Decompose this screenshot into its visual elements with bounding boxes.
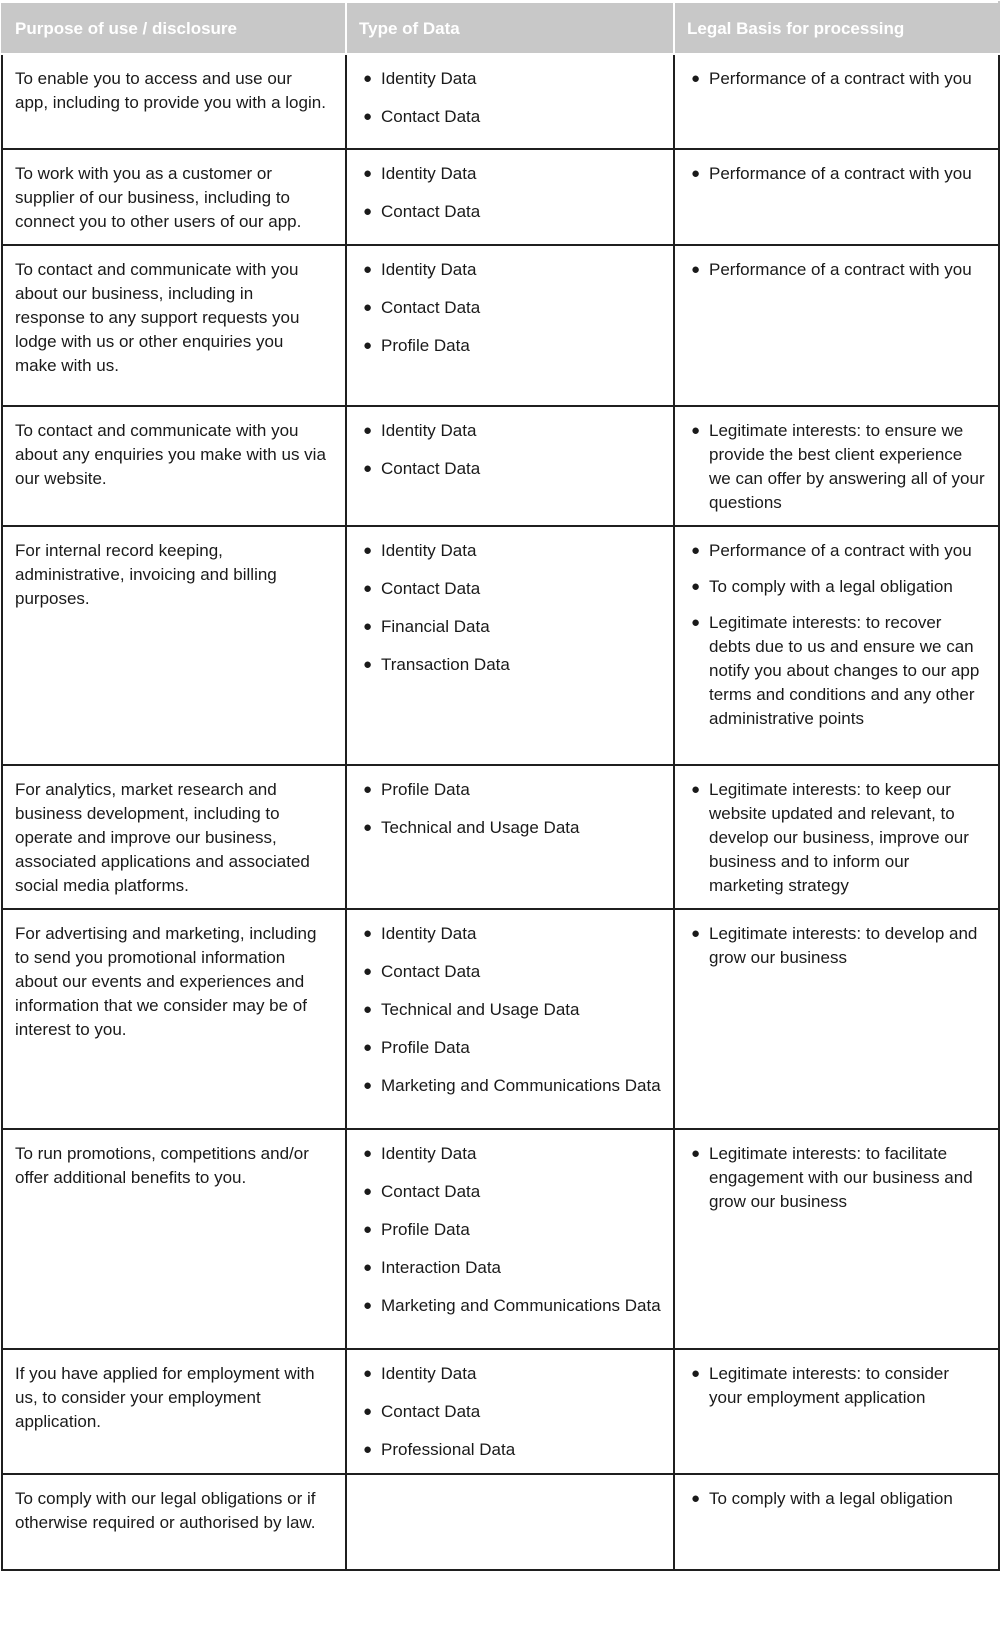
data-type-list xyxy=(359,1142,661,1318)
bullet-icon: ● xyxy=(363,165,373,182)
data-type-item xyxy=(359,67,661,91)
bullet-icon: ● xyxy=(691,542,701,559)
data-type-text: Technical and Usage Data xyxy=(381,1000,580,1019)
bullet-icon: ● xyxy=(691,1365,701,1382)
legal-basis-cell xyxy=(674,1349,999,1474)
data-type-item xyxy=(359,457,661,481)
data-type-cell xyxy=(346,1474,674,1570)
bullet-icon: ● xyxy=(691,1145,701,1162)
data-type-text: Contact Data xyxy=(381,579,481,598)
bullet-icon: ● xyxy=(363,422,373,439)
legal-basis-item xyxy=(687,258,986,282)
data-type-item xyxy=(359,162,661,186)
table-row xyxy=(2,1474,999,1570)
bullet-icon: ● xyxy=(363,781,373,798)
data-type-item xyxy=(359,653,661,677)
purpose-cell xyxy=(2,765,346,909)
purpose-text: For advertising and marketing, including to send you promotional information about our events and experiences and information that we consider may be of interest to you. xyxy=(15,924,317,1039)
bullet-icon: ● xyxy=(363,925,373,942)
legal-basis-text: Legitimate interests: to recover debts due to us and ensure we can notify you about changes to our app terms and conditions and any other administrative points xyxy=(709,613,980,728)
data-type-item xyxy=(359,960,661,984)
data-type-text: Contact Data xyxy=(381,459,481,478)
legal-basis-list xyxy=(687,778,986,898)
purpose-cell xyxy=(2,526,346,765)
bullet-icon: ● xyxy=(691,614,701,631)
data-type-text: Identity Data xyxy=(381,924,477,943)
purpose-text: For analytics, market research and business development, including to operate and improve our business, associated applications and associated social media platforms. xyxy=(15,780,310,895)
data-type-text: Marketing and Communications Data xyxy=(381,1296,661,1315)
data-type-list xyxy=(359,539,661,677)
legal-basis-list xyxy=(687,67,986,91)
table-row xyxy=(2,149,999,245)
data-type-text: Financial Data xyxy=(381,617,490,636)
data-type-cell xyxy=(346,526,674,765)
bullet-icon: ● xyxy=(363,580,373,597)
data-type-item xyxy=(359,998,661,1022)
legal-basis-item xyxy=(687,778,986,898)
data-type-item xyxy=(359,1400,661,1424)
data-type-text: Identity Data xyxy=(381,541,477,560)
legal-basis-cell xyxy=(674,54,999,149)
bullet-icon: ● xyxy=(363,1001,373,1018)
data-type-list xyxy=(359,922,661,1098)
data-type-list xyxy=(359,67,661,129)
data-type-text: Technical and Usage Data xyxy=(381,818,580,837)
purpose-text: For internal record keeping, administrative, invoicing and billing purposes. xyxy=(15,541,277,608)
data-type-item xyxy=(359,778,661,802)
data-type-text: Profile Data xyxy=(381,1038,470,1057)
bullet-icon: ● xyxy=(363,542,373,559)
bullet-icon: ● xyxy=(363,1145,373,1162)
data-type-text: Contact Data xyxy=(381,298,481,317)
legal-basis-item xyxy=(687,1362,986,1410)
data-type-item xyxy=(359,1074,661,1098)
bullet-icon: ● xyxy=(363,337,373,354)
legal-basis-item xyxy=(687,1142,986,1214)
bullet-icon: ● xyxy=(363,203,373,220)
data-type-text: Professional Data xyxy=(381,1440,516,1459)
purpose-text: To comply with our legal obligations or if otherwise required or authorised by law. xyxy=(15,1489,316,1532)
data-type-text: Identity Data xyxy=(381,260,477,279)
data-type-item xyxy=(359,816,661,840)
legal-basis-cell xyxy=(674,1474,999,1570)
bullet-icon: ● xyxy=(363,108,373,125)
data-type-text: Identity Data xyxy=(381,421,477,440)
bullet-icon: ● xyxy=(363,70,373,87)
purpose-cell xyxy=(2,1129,346,1349)
bullet-icon: ● xyxy=(691,1490,701,1507)
bullet-icon: ● xyxy=(691,165,701,182)
legal-basis-text: Performance of a contract with you xyxy=(709,164,972,183)
legal-basis-text: To comply with a legal obligation xyxy=(709,1489,953,1508)
data-type-list xyxy=(359,778,661,840)
data-type-cell xyxy=(346,149,674,245)
legal-basis-item xyxy=(687,611,986,731)
data-type-item xyxy=(359,1256,661,1280)
legal-basis-list xyxy=(687,539,986,731)
data-type-text: Profile Data xyxy=(381,780,470,799)
table-row xyxy=(2,909,999,1129)
purpose-text: To enable you to access and use our app, including to provide you with a login. xyxy=(15,69,326,112)
legal-basis-item xyxy=(687,419,986,515)
legal-basis-item xyxy=(687,1487,986,1511)
data-type-text: Contact Data xyxy=(381,202,481,221)
data-type-text: Contact Data xyxy=(381,107,481,126)
purpose-text: To run promotions, competitions and/or offer additional benefits to you. xyxy=(15,1144,309,1187)
purpose-cell xyxy=(2,406,346,526)
legal-basis-text: To comply with a legal obligation xyxy=(709,577,953,596)
data-type-item xyxy=(359,1438,661,1462)
legal-basis-cell xyxy=(674,526,999,765)
bullet-icon: ● xyxy=(363,1441,373,1458)
legal-basis-text: Legitimate interests: to develop and grow our business xyxy=(709,924,978,967)
purpose-text: To contact and communicate with you about our business, including in response to any support requests you lodge with us or other enquiries you make with us. xyxy=(15,260,300,375)
legal-basis-item xyxy=(687,162,986,186)
bullet-icon: ● xyxy=(363,1297,373,1314)
bullet-icon: ● xyxy=(363,1259,373,1276)
bullet-icon: ● xyxy=(691,578,701,595)
data-type-text: Contact Data xyxy=(381,962,481,981)
table-body xyxy=(2,54,999,1570)
bullet-icon: ● xyxy=(363,1039,373,1056)
bullet-icon: ● xyxy=(691,70,701,87)
bullet-icon: ● xyxy=(691,781,701,798)
table-row xyxy=(2,765,999,909)
data-type-item xyxy=(359,419,661,443)
purpose-cell xyxy=(2,149,346,245)
legal-basis-item xyxy=(687,539,986,563)
legal-basis-list xyxy=(687,419,986,515)
legal-basis-cell xyxy=(674,765,999,909)
data-type-cell xyxy=(346,245,674,406)
header-legal-basis: Legal Basis for processing xyxy=(674,2,999,54)
data-type-list xyxy=(359,1362,661,1462)
data-type-cell xyxy=(346,1349,674,1474)
purpose-text: To contact and communicate with you about any enquiries you make with us via our website. xyxy=(15,421,326,488)
data-type-text: Profile Data xyxy=(381,336,470,355)
legal-basis-text: Performance of a contract with you xyxy=(709,541,972,560)
purpose-text: To work with you as a customer or supplier of our business, including to connect you to other users of our app. xyxy=(15,164,302,231)
purpose-cell xyxy=(2,54,346,149)
data-type-cell xyxy=(346,54,674,149)
legal-basis-item xyxy=(687,575,986,599)
data-type-item xyxy=(359,200,661,224)
bullet-icon: ● xyxy=(363,299,373,316)
data-type-item xyxy=(359,539,661,563)
legal-basis-text: Legitimate interests: to ensure we provide the best client experience we can offer by answering all of your questions xyxy=(709,421,985,512)
data-type-item xyxy=(359,615,661,639)
legal-basis-cell xyxy=(674,1129,999,1349)
data-type-text: Profile Data xyxy=(381,1220,470,1239)
data-processing-table xyxy=(1,1,1000,1571)
legal-basis-text: Legitimate interests: to keep our website updated and relevant, to develop our business, improve our business and to inform our marketing strategy xyxy=(709,780,969,895)
legal-basis-text: Legitimate interests: to consider your employment application xyxy=(709,1364,950,1407)
table-row xyxy=(2,1129,999,1349)
bullet-icon: ● xyxy=(363,1077,373,1094)
bullet-icon: ● xyxy=(363,1183,373,1200)
data-type-item xyxy=(359,1362,661,1386)
purpose-cell xyxy=(2,909,346,1129)
legal-basis-text: Performance of a contract with you xyxy=(709,69,972,88)
data-type-cell xyxy=(346,909,674,1129)
data-type-item xyxy=(359,577,661,601)
legal-basis-cell xyxy=(674,909,999,1129)
bullet-icon: ● xyxy=(363,618,373,635)
legal-basis-cell xyxy=(674,245,999,406)
legal-basis-list xyxy=(687,258,986,282)
data-type-text: Identity Data xyxy=(381,1144,477,1163)
data-type-text: Transaction Data xyxy=(381,655,510,674)
bullet-icon: ● xyxy=(363,963,373,980)
data-type-list xyxy=(359,258,661,358)
table-header-row xyxy=(2,2,999,54)
data-type-item xyxy=(359,1180,661,1204)
data-type-item xyxy=(359,1294,661,1318)
data-type-text: Identity Data xyxy=(381,164,477,183)
data-type-item xyxy=(359,105,661,129)
bullet-icon: ● xyxy=(691,925,701,942)
purpose-text: If you have applied for employment with us, to consider your employment application. xyxy=(15,1364,315,1431)
data-type-text: Interaction Data xyxy=(381,1258,502,1277)
bullet-icon: ● xyxy=(363,460,373,477)
bullet-icon: ● xyxy=(363,1365,373,1382)
data-type-text: Contact Data xyxy=(381,1402,481,1421)
legal-basis-cell xyxy=(674,406,999,526)
data-type-item xyxy=(359,1218,661,1242)
legal-basis-item xyxy=(687,922,986,970)
data-type-text: Identity Data xyxy=(381,1364,477,1383)
table-row xyxy=(2,1349,999,1474)
data-type-text: Contact Data xyxy=(381,1182,481,1201)
legal-basis-item xyxy=(687,67,986,91)
data-type-item xyxy=(359,334,661,358)
bullet-icon: ● xyxy=(363,261,373,278)
header-type-of-data: Type of Data xyxy=(346,2,674,54)
table-row xyxy=(2,245,999,406)
data-type-cell xyxy=(346,1129,674,1349)
purpose-cell xyxy=(2,245,346,406)
data-type-text: Marketing and Communications Data xyxy=(381,1076,661,1095)
legal-basis-list xyxy=(687,1487,986,1511)
legal-basis-text: Performance of a contract with you xyxy=(709,260,972,279)
bullet-icon: ● xyxy=(363,1403,373,1420)
data-type-item xyxy=(359,1142,661,1166)
data-type-list xyxy=(359,419,661,481)
bullet-icon: ● xyxy=(691,422,701,439)
table-row xyxy=(2,406,999,526)
purpose-cell xyxy=(2,1474,346,1570)
data-type-cell xyxy=(346,406,674,526)
data-type-cell xyxy=(346,765,674,909)
legal-basis-list xyxy=(687,1142,986,1214)
data-type-list xyxy=(359,162,661,224)
table-row xyxy=(2,54,999,149)
data-type-item xyxy=(359,258,661,282)
bullet-icon: ● xyxy=(363,819,373,836)
data-type-item xyxy=(359,296,661,320)
purpose-cell xyxy=(2,1349,346,1474)
bullet-icon: ● xyxy=(691,261,701,278)
legal-basis-list xyxy=(687,1362,986,1410)
legal-basis-list xyxy=(687,922,986,970)
data-type-item xyxy=(359,1036,661,1060)
legal-basis-cell xyxy=(674,149,999,245)
header-purpose: Purpose of use / disclosure xyxy=(2,2,346,54)
legal-basis-text: Legitimate interests: to facilitate engagement with our business and grow our business xyxy=(709,1144,973,1211)
legal-basis-list xyxy=(687,162,986,186)
data-type-item xyxy=(359,922,661,946)
bullet-icon: ● xyxy=(363,656,373,673)
bullet-icon: ● xyxy=(363,1221,373,1238)
data-type-text: Identity Data xyxy=(381,69,477,88)
table-row xyxy=(2,526,999,765)
